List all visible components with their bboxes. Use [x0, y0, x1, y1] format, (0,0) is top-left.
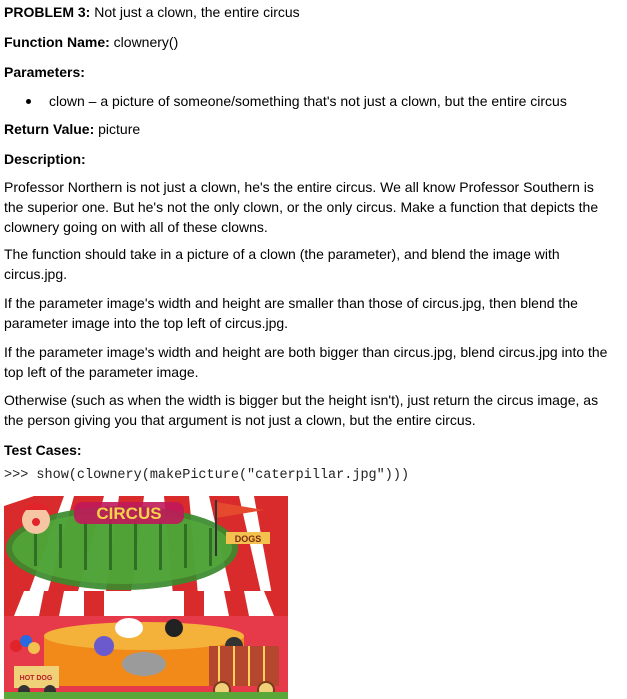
circus-scene	[4, 496, 288, 699]
return-value-line	[4, 119, 140, 139]
test-case-code: >>> show(clownery(makePicture("caterpillar.jpg")))	[4, 468, 410, 483]
problem-title: Not just a clown, the entire circus	[94, 4, 300, 20]
description-paragraph: Professor Northern is not just a clown, he's the entire circus. We all know Professor Southern is the superior one. But he's not the only clown, or the only circus. Make a function that depicts the clownery going on with all of these clowns.	[4, 179, 599, 235]
problem-label: PROBLEM 3:	[4, 4, 91, 20]
circus-output-image	[4, 496, 288, 699]
parameters-heading	[4, 62, 85, 82]
description-paragraph: The function should take in a picture of a clown (the parameter), and blend the image with circus.jpg.	[4, 246, 560, 282]
circus-banner-text: CIRCUS	[96, 504, 162, 523]
test-cases-heading	[4, 440, 82, 460]
description-paragraph: If the parameter image's width and height are both bigger than circus.jpg, blend circus.jpg into the top left of the parameter image.	[4, 344, 608, 380]
test-cases-label: Test Cases:	[4, 442, 82, 458]
parameter-list-item	[26, 91, 626, 111]
description-label: Description:	[4, 151, 86, 167]
cart-text: HOT DOG	[19, 675, 53, 682]
function-name-value: clownery()	[113, 34, 179, 50]
parameter-text: clown – a picture of someone/something that's not just a clown, but the entire circus	[49, 93, 567, 109]
bullet-icon	[26, 99, 31, 104]
description-paragraph: If the parameter image's width and height are smaller than those of circus.jpg, then blend the parameter image into the top left of circus.jpg.	[4, 295, 578, 331]
return-value-label: Return Value:	[4, 121, 95, 137]
return-value-text: picture	[98, 121, 141, 137]
function-name-label: Function Name:	[4, 34, 110, 50]
parameters-label: Parameters:	[4, 64, 85, 80]
flag-text: DOGS	[234, 534, 262, 544]
description-paragraph: Otherwise (such as when the width is bigger but the height isn't), just return the circus image, as the person giving you that argument is not just a clown, but the entire circus.	[4, 392, 599, 428]
problem-heading	[4, 2, 300, 22]
function-name-line	[4, 32, 178, 52]
description-heading	[4, 149, 86, 169]
